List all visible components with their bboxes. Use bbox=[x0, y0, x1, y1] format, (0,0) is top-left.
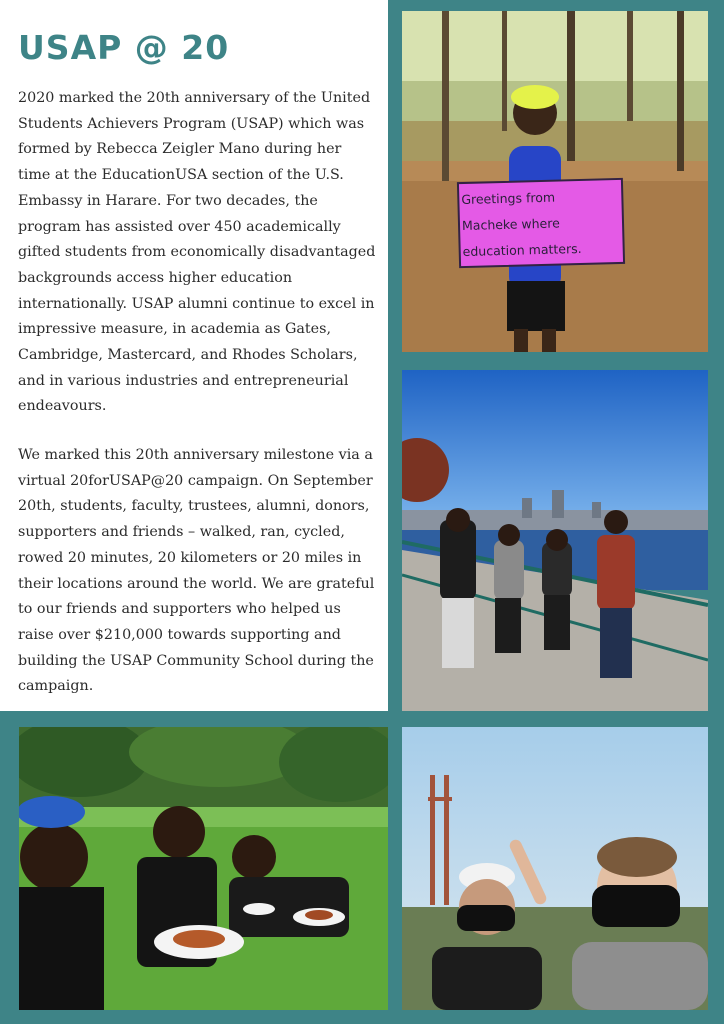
page-title: USAP @ 20 bbox=[18, 28, 230, 67]
sign-line: Macheke where bbox=[461, 215, 560, 234]
photo-bridge-selfie bbox=[402, 727, 708, 1010]
photo-group-riverside bbox=[402, 370, 708, 711]
text-panel bbox=[0, 0, 388, 711]
paragraph-campaign: We marked this 20th anniversary milestone via a virtual 20forUSAP@20 campaign. On September 20th, students, faculty, trustees, alumni, donors, supporters and friends – walked, ran, cycled, rowed 20 minutes, 20 kilometers or 20 miles in their locations around the world. We are grateful to our friends and supporters who helped us raise over $210,000 towards supporting and building the USAP Community School during the campaign. bbox=[18, 447, 375, 695]
photo-student-with-sign bbox=[402, 11, 708, 352]
photo-park-picnic bbox=[19, 727, 388, 1010]
sign-line: education matters. bbox=[462, 240, 582, 260]
paragraph-anniversary: 2020 marked the 20th anniversary of the United Students Achievers Program (USAP) which was formed by Rebecca Zeigler Mano during her time at the EducationUSA section of the U.S. Embassy in Harare. For two decades, the program has assisted over 450 academically gifted students from economically disadvantaged backgrounds access higher education internationally. USAP alumni continue to excel in impressive measure, in academia as Gates, Cambridge, Mastercard, and Rhodes Scholars, and in various industries and entrepreneurial endeavours. bbox=[18, 90, 376, 415]
sign-text bbox=[461, 183, 619, 265]
sign-line: Greetings from bbox=[461, 189, 556, 208]
